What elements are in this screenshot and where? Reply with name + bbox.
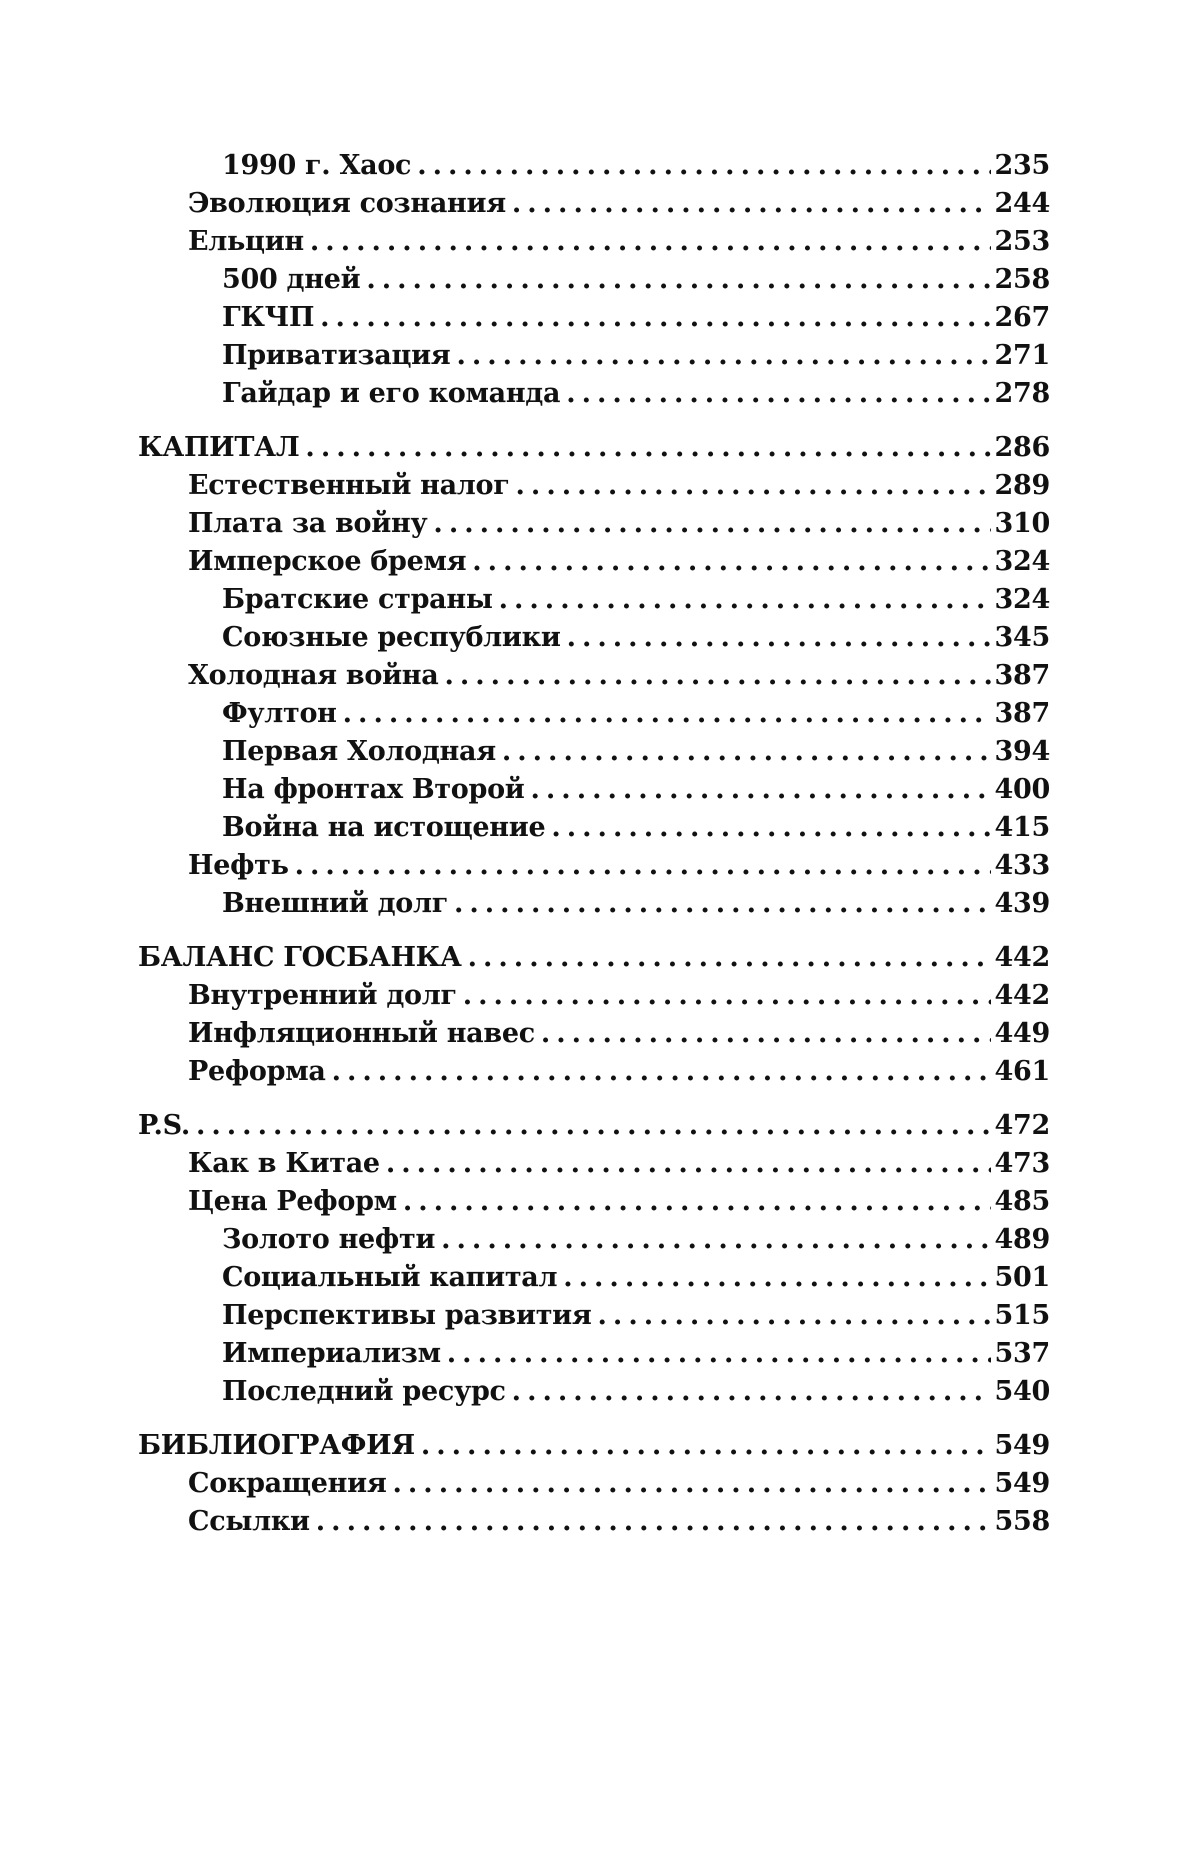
toc-page-number: 345 (994, 622, 1050, 653)
dot-leader (417, 150, 990, 181)
toc-section-heading[interactable] (138, 1430, 1050, 1468)
toc-page-number: 472 (994, 1110, 1050, 1141)
toc-entry[interactable] (138, 340, 1050, 378)
toc-entry-title: Как в Китае (188, 1148, 380, 1179)
toc-entry[interactable] (138, 1262, 1050, 1300)
toc-entry-title: КАПИТАЛ (138, 432, 300, 463)
toc-entry-title: Первая Холодная (222, 736, 496, 767)
toc-page-number: 439 (994, 888, 1050, 919)
dot-leader (567, 622, 991, 653)
toc-page-number: 489 (994, 1224, 1050, 1255)
toc-entry[interactable] (138, 736, 1050, 774)
dot-leader (516, 470, 991, 501)
toc-page-number: 442 (994, 942, 1050, 973)
toc-entry-title: Союзные республики (222, 622, 561, 653)
dot-leader (421, 1430, 991, 1461)
dot-leader (512, 188, 991, 219)
toc-entry[interactable] (138, 1148, 1050, 1186)
toc-page-number: 324 (994, 546, 1050, 577)
toc-page-number: 387 (994, 698, 1050, 729)
toc-entry-title: Перспективы развития (222, 1300, 592, 1331)
toc-section-heading[interactable] (138, 942, 1050, 980)
dot-leader (541, 1018, 991, 1049)
toc-page-number: 400 (994, 774, 1050, 805)
dot-leader (403, 1186, 991, 1217)
dot-leader (563, 1262, 990, 1293)
toc-entry[interactable] (138, 226, 1050, 264)
toc-entry[interactable] (138, 1300, 1050, 1338)
toc-entry-title: Последний ресурс (222, 1376, 506, 1407)
toc-page-number: 433 (994, 850, 1050, 881)
dot-leader (598, 1300, 991, 1331)
toc-entry-title: БАЛАНС ГОСБАНКА (138, 942, 462, 973)
dot-leader (472, 546, 990, 577)
toc-entry-title: Плата за войну (188, 508, 428, 539)
toc-entry-title: Внутренний долг (188, 980, 457, 1011)
toc-page-number: 394 (994, 736, 1050, 767)
dot-leader (433, 508, 990, 539)
dot-leader (499, 584, 991, 615)
dot-leader (551, 812, 990, 843)
toc-entry-title: Золото нефти (222, 1224, 436, 1255)
toc-entry[interactable] (138, 302, 1050, 340)
toc-page-number: 558 (994, 1506, 1050, 1537)
dot-leader (332, 1056, 991, 1087)
table-of-contents (138, 150, 1050, 1544)
toc-entry[interactable] (138, 188, 1050, 226)
toc-entry-title: 1990 г. Хаос (222, 150, 412, 181)
toc-entry[interactable] (138, 1224, 1050, 1262)
toc-entry[interactable] (138, 850, 1050, 888)
toc-page-number: 540 (994, 1376, 1050, 1407)
toc-page-number: 253 (994, 226, 1050, 257)
dot-leader (456, 340, 990, 371)
toc-page-number: 442 (994, 980, 1050, 1011)
dot-leader (316, 1506, 991, 1537)
dot-leader (310, 226, 991, 257)
toc-entry-title: 500 дней (222, 264, 361, 295)
toc-entry[interactable] (138, 698, 1050, 736)
toc-entry-title: Эволюция сознания (188, 188, 506, 219)
toc-entry[interactable] (138, 622, 1050, 660)
toc-entry[interactable] (138, 470, 1050, 508)
toc-entry[interactable] (138, 812, 1050, 850)
toc-entry-title: ГКЧП (222, 302, 315, 333)
toc-entry[interactable] (138, 1376, 1050, 1414)
dot-leader (393, 1468, 991, 1499)
toc-entry[interactable] (138, 1338, 1050, 1376)
toc-page-number: 289 (994, 470, 1050, 501)
toc-entry-title: Гайдар и его команда (222, 378, 561, 409)
toc-entry-title: Война на истощение (222, 812, 546, 843)
toc-entry[interactable] (138, 1506, 1050, 1544)
toc-page-number: 278 (994, 378, 1050, 409)
toc-entry-title: Империализм (222, 1338, 441, 1369)
toc-entry-title: Приватизация (222, 340, 451, 371)
toc-page-number: 324 (994, 584, 1050, 615)
toc-page-number: 267 (994, 302, 1050, 333)
toc-entry-title: Социальный капитал (222, 1262, 558, 1293)
toc-entry[interactable] (138, 1018, 1050, 1056)
dot-leader (444, 660, 990, 691)
toc-entry-title: БИБЛИОГРАФИЯ (138, 1430, 415, 1461)
dot-leader (343, 698, 991, 729)
dot-leader (566, 378, 990, 409)
toc-page-number: 515 (994, 1300, 1050, 1331)
toc-page-number: 461 (994, 1056, 1050, 1087)
toc-entry[interactable] (138, 774, 1050, 812)
toc-page-number: 549 (994, 1468, 1050, 1499)
toc-entry-title: Реформа (188, 1056, 326, 1087)
dot-leader (441, 1224, 990, 1255)
toc-entry[interactable] (138, 150, 1050, 188)
dot-leader (531, 774, 991, 805)
toc-page-number: 473 (994, 1148, 1050, 1179)
dot-leader (196, 1110, 991, 1141)
toc-page-number: 310 (994, 508, 1050, 539)
toc-entry-title: Ссылки (188, 1506, 310, 1537)
toc-page-number: 387 (994, 660, 1050, 691)
dot-leader (463, 980, 991, 1011)
dot-leader (366, 264, 990, 295)
toc-entry-title: Естественный налог (188, 470, 510, 501)
dot-leader (447, 1338, 991, 1369)
dot-leader (386, 1148, 991, 1179)
toc-entry[interactable] (138, 1056, 1050, 1094)
dot-leader (305, 432, 990, 463)
dot-leader (468, 942, 991, 973)
toc-page-number: 415 (994, 812, 1050, 843)
toc-entry[interactable] (138, 264, 1050, 302)
dot-leader (320, 302, 990, 333)
toc-page-number: 537 (994, 1338, 1050, 1369)
toc-page-number: 485 (994, 1186, 1050, 1217)
toc-entry[interactable] (138, 1468, 1050, 1506)
toc-entry[interactable] (138, 546, 1050, 584)
toc-entry[interactable] (138, 888, 1050, 926)
toc-entry[interactable] (138, 1186, 1050, 1224)
toc-entry[interactable] (138, 660, 1050, 698)
toc-page-number: 449 (994, 1018, 1050, 1049)
toc-page-number: 258 (994, 264, 1050, 295)
dot-leader (295, 850, 991, 881)
toc-entry-title: Нефть (188, 850, 289, 881)
toc-page-number: 244 (994, 188, 1050, 219)
dot-leader (512, 1376, 991, 1407)
toc-entry-title: Холодная война (188, 660, 439, 691)
dot-leader (454, 888, 991, 919)
dot-leader (502, 736, 991, 767)
toc-entry-title: Фултон (222, 698, 337, 729)
toc-entry-title: Цена Реформ (188, 1186, 397, 1217)
toc-section-heading[interactable] (138, 432, 1050, 470)
toc-entry[interactable] (138, 378, 1050, 416)
toc-entry[interactable] (138, 508, 1050, 546)
toc-section-heading[interactable] (138, 1110, 1050, 1148)
toc-entry-title: Внешний долг (222, 888, 448, 919)
toc-entry[interactable] (138, 980, 1050, 1018)
toc-entry-title: Инфляционный навес (188, 1018, 535, 1049)
toc-page-number: 549 (994, 1430, 1050, 1461)
toc-page-number: 286 (994, 432, 1050, 463)
toc-entry-title: Сокращения (188, 1468, 387, 1499)
toc-entry-title: P.S. (138, 1110, 190, 1141)
toc-entry-title: Ельцин (188, 226, 304, 257)
toc-entry-title: Братские страны (222, 584, 493, 615)
toc-page-number: 501 (994, 1262, 1050, 1293)
toc-entry-title: На фронтах Второй (222, 774, 525, 805)
toc-page-number: 235 (994, 150, 1050, 181)
toc-entry[interactable] (138, 584, 1050, 622)
toc-entry-title: Имперское бремя (188, 546, 467, 577)
toc-page-number: 271 (994, 340, 1050, 371)
